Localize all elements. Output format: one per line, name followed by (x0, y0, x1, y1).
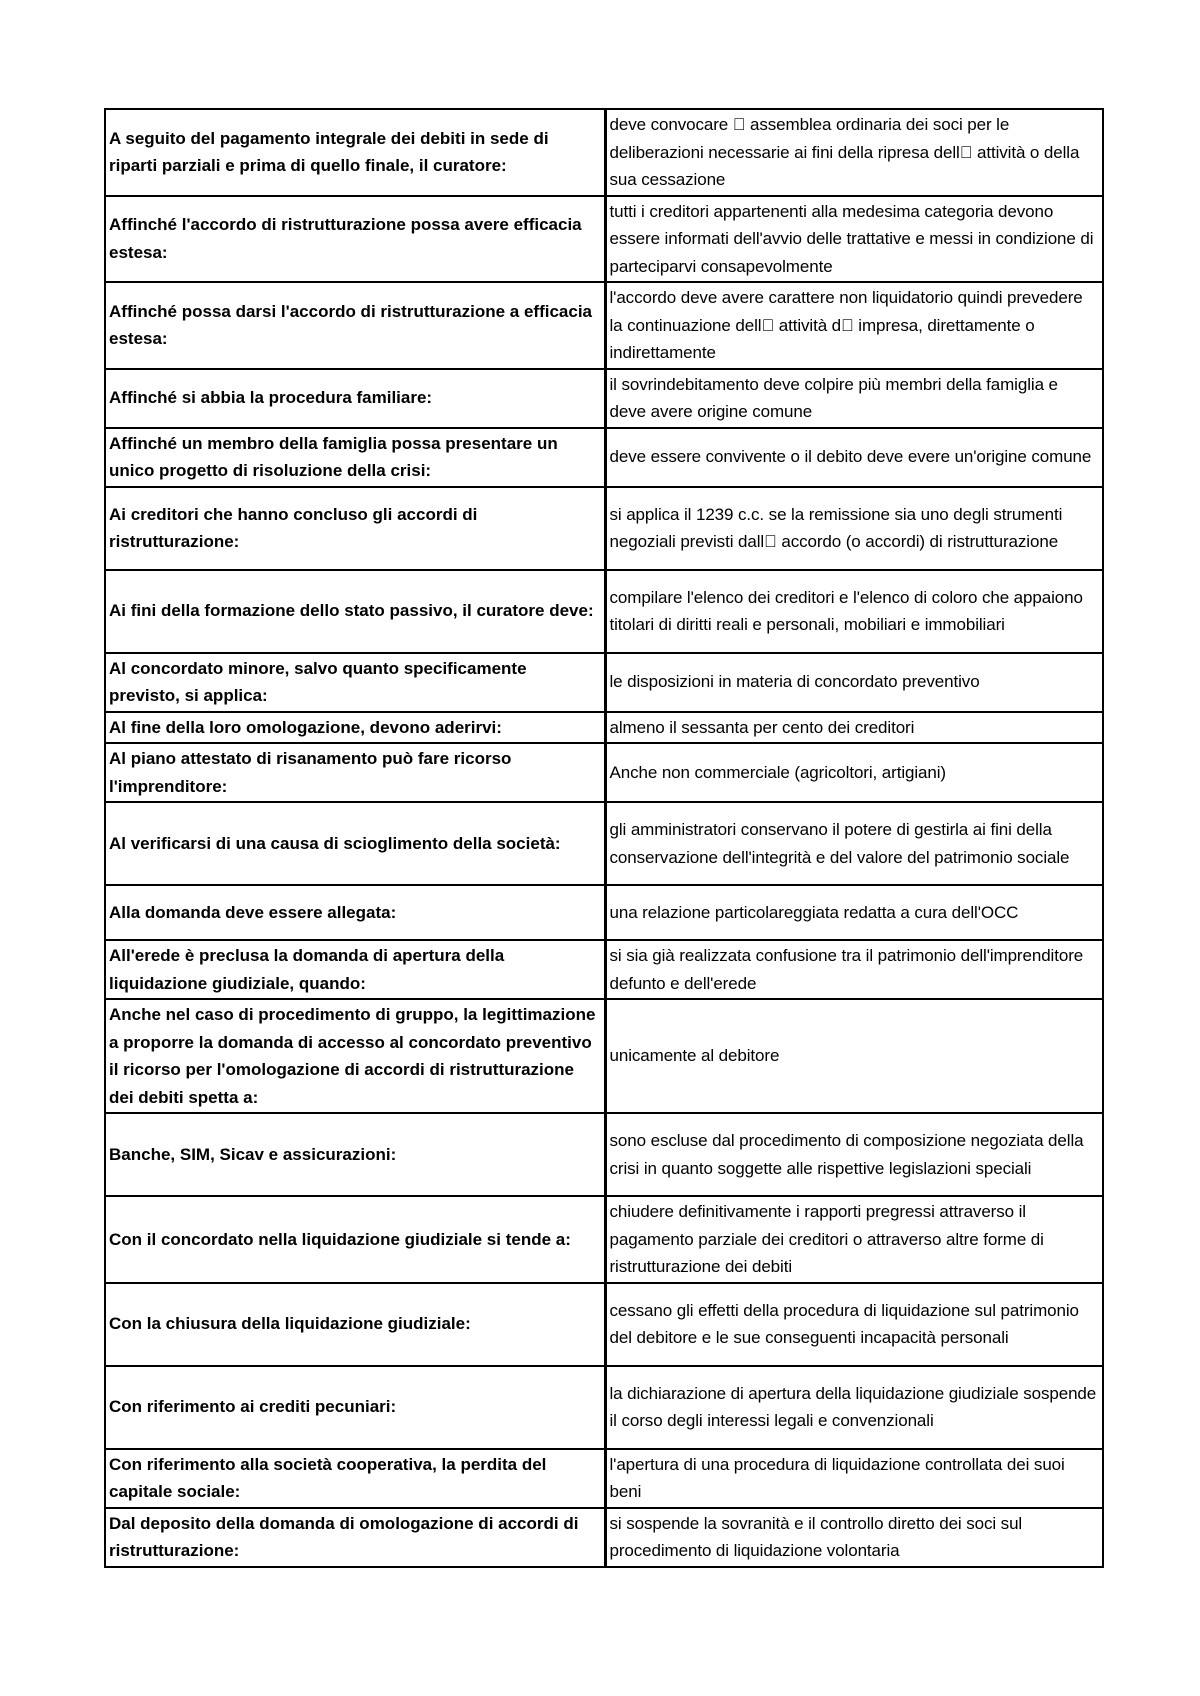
table-row (105, 885, 1103, 940)
table-row (105, 653, 1103, 712)
question-cell: Dal deposito della domanda di omologazione di accordi di ristrutturazione: (105, 1508, 605, 1567)
question-cell: Con il concordato nella liquidazione giudiziale si tende a: (105, 1196, 605, 1283)
question-cell: Al verificarsi di una causa di scioglimento della società: (105, 802, 605, 885)
answer-cell: l'accordo deve avere carattere non liquidatorio quindi prevedere la continuazione dell  attività d  impresa, direttamente o indirettamente (605, 282, 1103, 369)
table-row (105, 1113, 1103, 1196)
question-cell: Con riferimento ai crediti pecuniari: (105, 1366, 605, 1449)
document-page (104, 108, 1102, 1568)
question-cell: Anche nel caso di procedimento di gruppo, la legittimazione a proporre la domanda di accesso al concordato preventivo il ricorso per l'omologazione di accordi di ristrutturazione dei debiti spetta a: (105, 999, 605, 1113)
question-cell: Al concordato minore, salvo quanto specificamente previsto, si applica: (105, 653, 605, 712)
table-row (105, 570, 1103, 653)
qa-table (104, 108, 1104, 1568)
table-row (105, 1283, 1103, 1366)
table-row (105, 369, 1103, 428)
answer-cell: sono escluse dal procedimento di composizione negoziata della crisi in quanto soggette alle rispettive legislazioni speciali (605, 1113, 1103, 1196)
answer-cell: si sospende la sovranità e il controllo diretto dei soci sul procedimento di liquidazione volontaria (605, 1508, 1103, 1567)
question-cell: Affinché possa darsi l'accordo di ristrutturazione a efficacia estesa: (105, 282, 605, 369)
table-row (105, 196, 1103, 283)
table-row (105, 999, 1103, 1113)
answer-cell: chiudere definitivamente i rapporti pregressi attraverso il pagamento parziale dei creditori o attraverso altre forme di ristrutturazione dei debiti (605, 1196, 1103, 1283)
table-row (105, 1449, 1103, 1508)
answer-cell: unicamente al debitore (605, 999, 1103, 1113)
answer-cell: una relazione particolareggiata redatta a cura dell'OCC (605, 885, 1103, 940)
answer-cell: si sia già realizzata confusione tra il patrimonio dell'imprenditore defunto e dell'erede (605, 940, 1103, 999)
answer-cell: deve convocare   assemblea ordinaria dei soci per le deliberazioni necessarie ai fini della ripresa dell  attività o della sua cessazione (605, 109, 1103, 196)
answer-cell: l'apertura di una procedura di liquidazione controllata dei suoi beni (605, 1449, 1103, 1508)
question-cell: Alla domanda deve essere allegata: (105, 885, 605, 940)
question-cell: Banche, SIM, Sicav e assicurazioni: (105, 1113, 605, 1196)
answer-cell: gli amministratori conservano il potere di gestirla ai fini della conservazione dell'integrità e del valore del patrimonio sociale (605, 802, 1103, 885)
answer-cell: deve essere convivente o il debito deve evere un'origine comune (605, 428, 1103, 487)
question-cell: Ai fini della formazione dello stato passivo, il curatore deve: (105, 570, 605, 653)
question-cell: Affinché si abbia la procedura familiare: (105, 369, 605, 428)
answer-cell: Anche non commerciale (agricoltori, artigiani) (605, 743, 1103, 802)
answer-cell: le disposizioni in materia di concordato preventivo (605, 653, 1103, 712)
answer-cell: la dichiarazione di apertura della liquidazione giudiziale sospende il corso degli interessi legali e convenzionali (605, 1366, 1103, 1449)
answer-cell: compilare l'elenco dei creditori e l'elenco di coloro che appaiono titolari di diritti reali e personali, mobiliari e immobiliari (605, 570, 1103, 653)
question-cell: Al fine della loro omologazione, devono aderirvi: (105, 712, 605, 744)
table-row (105, 1196, 1103, 1283)
answer-cell: cessano gli effetti della procedura di liquidazione sul patrimonio del debitore e le sue conseguenti incapacità personali (605, 1283, 1103, 1366)
table-row (105, 712, 1103, 744)
answer-cell: il sovrindebitamento deve colpire più membri della famiglia e deve avere origine comune (605, 369, 1103, 428)
table-row (105, 1508, 1103, 1567)
question-cell: Affinché un membro della famiglia possa presentare un unico progetto di risoluzione della crisi: (105, 428, 605, 487)
table-row (105, 109, 1103, 196)
question-cell: Affinché l'accordo di ristrutturazione possa avere efficacia estesa: (105, 196, 605, 283)
table-row (105, 743, 1103, 802)
question-cell: Con riferimento alla società cooperativa, la perdita del capitale sociale: (105, 1449, 605, 1508)
table-row (105, 1366, 1103, 1449)
table-row (105, 428, 1103, 487)
answer-cell: si applica il 1239 c.c. se la remissione sia uno degli strumenti negoziali previsti dall  accordo (o accordi) di ristrutturazione (605, 487, 1103, 570)
question-cell: A seguito del pagamento integrale dei debiti in sede di riparti parziali e prima di quello finale, il curatore: (105, 109, 605, 196)
question-cell: All'erede è preclusa la domanda di apertura della liquidazione giudiziale, quando: (105, 940, 605, 999)
answer-cell: tutti i creditori appartenenti alla medesima categoria devono essere informati dell'avvio delle trattative e messi in condizione di parteciparvi consapevolmente (605, 196, 1103, 283)
question-cell: Al piano attestato di risanamento può fare ricorso l'imprenditore: (105, 743, 605, 802)
table-row (105, 487, 1103, 570)
table-row (105, 802, 1103, 885)
qa-table-body (105, 109, 1103, 1567)
question-cell: Ai creditori che hanno concluso gli accordi di ristrutturazione: (105, 487, 605, 570)
table-row (105, 940, 1103, 999)
question-cell: Con la chiusura della liquidazione giudiziale: (105, 1283, 605, 1366)
table-row (105, 282, 1103, 369)
answer-cell: almeno il sessanta per cento dei creditori (605, 712, 1103, 744)
